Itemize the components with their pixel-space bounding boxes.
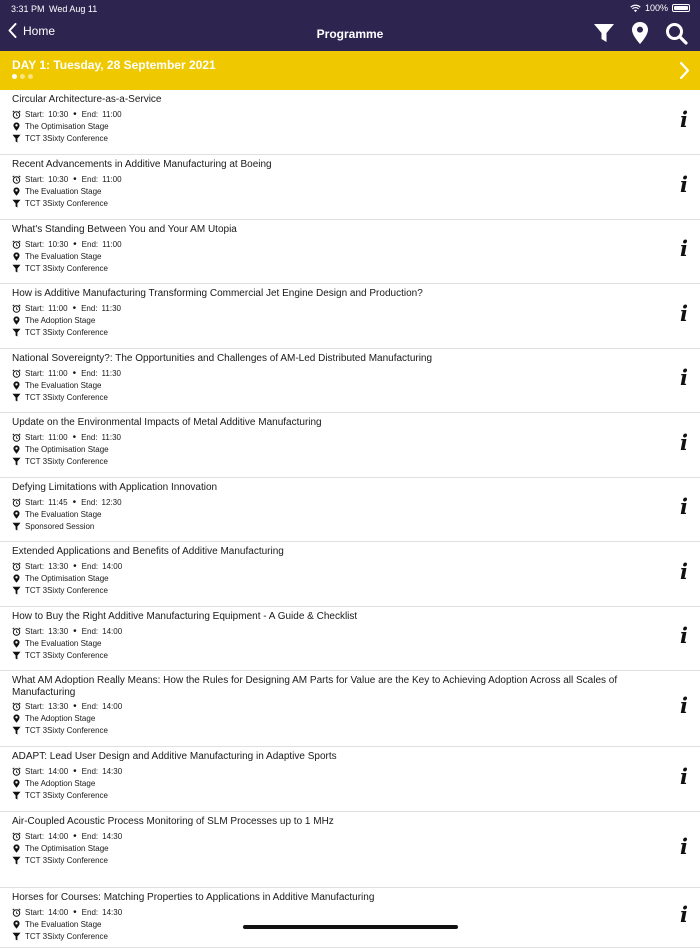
separator-dot: • [73, 831, 77, 842]
info-button[interactable]: i [680, 365, 688, 390]
session-end: 11:30 [101, 369, 121, 378]
page-dots [12, 74, 33, 79]
nav-actions [593, 21, 688, 45]
session-start: 14:00 [48, 767, 69, 776]
location-pin-icon [12, 316, 21, 325]
info-button[interactable]: i [680, 559, 688, 584]
session-start: 11:00 [48, 304, 68, 313]
session-stage [12, 714, 95, 723]
session-end: 14:30 [102, 832, 123, 841]
end-label: End: [81, 908, 99, 917]
alarm-clock-icon [12, 627, 21, 636]
stage-label: The Adoption Stage [25, 779, 96, 788]
separator-dot: • [72, 303, 77, 314]
track-label: TCT 3Sixty Conference [25, 328, 108, 337]
session-row[interactable] [0, 349, 700, 413]
session-stage [12, 920, 102, 929]
start-label: Start: [25, 369, 45, 378]
session-start: 11:45 [48, 498, 68, 507]
session-time [12, 432, 121, 443]
session-title: How is Additive Manufacturing Transforming Commercial Jet Engine Design and Production? [12, 288, 423, 299]
start-label: Start: [25, 110, 45, 119]
session-track [12, 134, 108, 143]
stage-label: The Evaluation Stage [25, 381, 102, 390]
page-dot[interactable] [12, 74, 17, 79]
session-title: Circular Architecture-as-a-Service [12, 94, 162, 105]
session-start: 13:30 [48, 562, 69, 571]
session-end: 14:00 [102, 702, 123, 711]
track-label: TCT 3Sixty Conference [25, 457, 108, 466]
track-label: TCT 3Sixty Conference [25, 199, 108, 208]
separator-dot: • [73, 701, 77, 712]
filter-icon [12, 651, 21, 660]
session-time [12, 109, 122, 120]
session-end: 11:00 [102, 175, 122, 184]
search-icon [665, 22, 688, 45]
session-time [12, 701, 122, 712]
session-start: 14:00 [48, 832, 69, 841]
session-time [12, 907, 122, 918]
info-button[interactable]: i [680, 107, 688, 132]
start-label: Start: [25, 832, 45, 841]
session-title: ADAPT: Lead User Design and Additive Manufacturing in Adaptive Sports [12, 751, 337, 762]
session-stage [12, 381, 102, 390]
start-label: Start: [25, 240, 45, 249]
session-stage [12, 122, 109, 131]
end-label: End: [81, 832, 99, 841]
start-label: Start: [25, 175, 45, 184]
page-dot[interactable] [28, 74, 33, 79]
alarm-clock-icon [12, 562, 21, 571]
status-bar [0, 0, 700, 17]
filter-icon [12, 791, 21, 800]
session-track [12, 791, 108, 800]
separator-dot: • [72, 497, 77, 508]
session-list [0, 90, 700, 948]
info-button[interactable]: i [680, 902, 688, 927]
session-row[interactable] [0, 812, 700, 888]
separator-dot: • [72, 368, 77, 379]
start-label: Start: [25, 433, 45, 442]
session-title: What's Standing Between You and Your AM Utopia [12, 224, 237, 235]
track-label: TCT 3Sixty Conference [25, 791, 108, 800]
end-label: End: [81, 110, 99, 119]
track-label: TCT 3Sixty Conference [25, 264, 108, 273]
start-label: Start: [25, 304, 45, 313]
home-indicator [243, 925, 458, 929]
separator-dot: • [73, 109, 77, 120]
session-track [12, 328, 108, 337]
session-stage [12, 445, 109, 454]
session-time [12, 831, 122, 842]
session-stage [12, 510, 102, 519]
location-pin-icon [12, 510, 21, 519]
alarm-clock-icon [12, 110, 21, 119]
filter-button[interactable] [593, 22, 615, 44]
status-time: 3:31 PM [11, 4, 45, 14]
session-row[interactable] [0, 413, 700, 478]
session-time [12, 174, 122, 185]
session-row[interactable] [0, 747, 700, 812]
end-label: End: [81, 304, 98, 313]
session-row[interactable] [0, 671, 700, 747]
session-track [12, 393, 108, 402]
end-label: End: [81, 702, 99, 711]
end-label: End: [81, 433, 98, 442]
separator-dot: • [73, 907, 77, 918]
separator-dot: • [73, 561, 77, 572]
info-button[interactable]: i [680, 172, 688, 197]
session-title: National Sovereignty?: The Opportunities and Challenges of AM-Led Distributed Manufacturing [12, 353, 433, 364]
session-stage [12, 187, 102, 196]
session-track [12, 586, 108, 595]
nav-bar [0, 17, 700, 51]
track-label: TCT 3Sixty Conference [25, 856, 108, 865]
session-end: 11:00 [102, 240, 122, 249]
start-label: Start: [25, 702, 45, 711]
session-start: 13:30 [48, 627, 69, 636]
location-button[interactable] [631, 21, 649, 45]
end-label: End: [81, 498, 98, 507]
end-label: End: [81, 767, 99, 776]
stage-label: The Evaluation Stage [25, 920, 102, 929]
filter-icon [12, 199, 21, 208]
session-title: Horses for Courses: Matching Properties to Applications in Additive Manufacturing [12, 892, 375, 903]
info-button[interactable]: i [680, 834, 688, 859]
separator-dot: • [73, 239, 77, 250]
location-pin-icon [12, 844, 21, 853]
end-label: End: [81, 175, 99, 184]
location-pin-icon [12, 639, 21, 648]
info-button[interactable]: i [680, 236, 688, 261]
separator-dot: • [73, 766, 77, 777]
session-end: 11:00 [102, 110, 122, 119]
stage-label: The Evaluation Stage [25, 252, 102, 261]
stage-label: The Optimisation Stage [25, 574, 109, 583]
filter-icon [12, 932, 21, 941]
session-time [12, 303, 121, 314]
session-end: 14:00 [102, 627, 123, 636]
session-start: 13:30 [48, 702, 69, 711]
filter-icon [593, 22, 615, 44]
page-title: Programme [316, 27, 384, 41]
battery-icon [672, 4, 690, 12]
session-track [12, 457, 108, 466]
location-pin-icon [631, 21, 649, 45]
next-day-button[interactable] [679, 61, 690, 85]
location-pin-icon [12, 779, 21, 788]
session-title: What AM Adoption Really Means: How the Rules for Designing AM Parts for Value are the Key to Achieving Adoption Across all Scales of Manufacturing [12, 675, 618, 698]
session-end: 14:00 [102, 562, 123, 571]
stage-label: The Evaluation Stage [25, 187, 102, 196]
session-end: 11:30 [101, 433, 121, 442]
session-stage [12, 574, 109, 583]
separator-dot: • [72, 432, 77, 443]
session-title: Defying Limitations with Application Innovation [12, 482, 218, 493]
session-start: 14:00 [48, 908, 69, 917]
session-row[interactable] [0, 90, 700, 155]
filter-icon [12, 457, 21, 466]
session-stage [12, 844, 109, 853]
start-label: Start: [25, 908, 45, 917]
filter-icon [12, 856, 21, 865]
alarm-clock-icon [12, 498, 21, 507]
session-track [12, 856, 108, 865]
start-label: Start: [25, 627, 45, 636]
session-title: Extended Applications and Benefits of Additive Manufacturing [12, 546, 284, 557]
session-row[interactable] [0, 284, 700, 349]
session-row[interactable] [0, 542, 700, 607]
session-time [12, 368, 121, 379]
info-button[interactable]: i [680, 764, 688, 789]
info-button[interactable]: i [680, 430, 688, 455]
session-time [12, 561, 122, 572]
filter-icon [12, 264, 21, 273]
session-row[interactable] [0, 478, 700, 542]
start-label: Start: [25, 767, 45, 776]
end-label: End: [81, 562, 99, 571]
end-label: End: [81, 240, 99, 249]
filter-icon [12, 134, 21, 143]
session-end: 14:30 [102, 908, 123, 917]
session-start: 11:00 [48, 369, 68, 378]
alarm-clock-icon [12, 767, 21, 776]
alarm-clock-icon [12, 908, 21, 917]
session-track [12, 651, 108, 660]
stage-label: The Optimisation Stage [25, 445, 109, 454]
location-pin-icon [12, 574, 21, 583]
session-track [12, 522, 94, 531]
location-pin-icon [12, 445, 21, 454]
session-stage [12, 779, 95, 788]
filter-icon [12, 393, 21, 402]
end-label: End: [81, 369, 98, 378]
filter-icon [12, 328, 21, 337]
stage-label: The Optimisation Stage [25, 122, 109, 131]
day-title: DAY 1: Tuesday, 28 September 2021 [12, 58, 216, 72]
session-title: Update on the Environmental Impacts of Metal Additive Manufacturing [12, 417, 322, 428]
chevron-right-icon [679, 61, 690, 80]
stage-label: The Optimisation Stage [25, 844, 109, 853]
location-pin-icon [12, 920, 21, 929]
session-start: 10:30 [48, 240, 69, 249]
location-pin-icon [12, 122, 21, 131]
filter-icon [12, 522, 21, 531]
alarm-clock-icon [12, 433, 21, 442]
session-end: 12:30 [101, 498, 122, 507]
info-button[interactable]: i [680, 623, 688, 648]
session-row[interactable] [0, 888, 700, 948]
separator-dot: • [73, 626, 77, 637]
location-pin-icon [12, 381, 21, 390]
session-start: 10:30 [48, 175, 69, 184]
session-title: How to Buy the Right Additive Manufacturing Equipment - A Guide & Checklist [12, 611, 358, 622]
filter-icon [12, 726, 21, 735]
session-track [12, 726, 108, 735]
session-track [12, 199, 108, 208]
session-time [12, 626, 122, 637]
day-header [0, 51, 700, 90]
session-track [12, 932, 108, 941]
info-button[interactable]: i [680, 494, 688, 519]
status-date: Wed Aug 11 [49, 4, 98, 14]
info-button[interactable]: i [680, 301, 688, 326]
location-pin-icon [12, 187, 21, 196]
track-label: TCT 3Sixty Conference [25, 586, 108, 595]
page-dot[interactable] [20, 74, 25, 79]
separator-dot: • [73, 174, 77, 185]
wifi-icon [630, 4, 641, 13]
info-button[interactable]: i [680, 693, 688, 718]
alarm-clock-icon [12, 175, 21, 184]
session-row[interactable] [0, 607, 700, 671]
track-label: TCT 3Sixty Conference [25, 134, 108, 143]
location-pin-icon [12, 714, 21, 723]
session-start: 10:30 [48, 110, 69, 119]
start-label: Start: [25, 562, 45, 571]
session-stage [12, 639, 102, 648]
alarm-clock-icon [12, 240, 21, 249]
session-time [12, 497, 122, 508]
session-title: Recent Advancements in Additive Manufacturing at Boeing [12, 159, 272, 170]
stage-label: The Adoption Stage [25, 714, 96, 723]
session-stage [12, 252, 102, 261]
stage-label: The Adoption Stage [25, 316, 96, 325]
session-stage [12, 316, 95, 325]
session-time [12, 239, 122, 250]
track-label: TCT 3Sixty Conference [25, 393, 108, 402]
battery-percent: 100% [644, 3, 668, 13]
search-button[interactable] [665, 22, 688, 45]
track-label: TCT 3Sixty Conference [25, 932, 108, 941]
end-label: End: [81, 627, 99, 636]
start-label: Start: [25, 498, 45, 507]
alarm-clock-icon [12, 369, 21, 378]
back-label: Home [23, 23, 56, 38]
alarm-clock-icon [12, 832, 21, 841]
session-title: Air-Coupled Acoustic Process Monitoring of SLM Processes up to 1 MHz [12, 816, 334, 827]
session-time [12, 766, 122, 777]
stage-label: The Evaluation Stage [25, 510, 102, 519]
alarm-clock-icon [12, 304, 21, 313]
location-pin-icon [12, 252, 21, 261]
session-start: 11:00 [48, 433, 68, 442]
track-label: Sponsored Session [25, 522, 95, 531]
track-label: TCT 3Sixty Conference [25, 726, 108, 735]
status-right [630, 3, 690, 13]
session-end: 11:30 [101, 304, 121, 313]
alarm-clock-icon [12, 702, 21, 711]
session-end: 14:30 [102, 767, 123, 776]
session-track [12, 264, 108, 273]
session-row[interactable] [0, 220, 700, 284]
filter-icon [12, 586, 21, 595]
track-label: TCT 3Sixty Conference [25, 651, 108, 660]
session-row[interactable] [0, 155, 700, 220]
stage-label: The Evaluation Stage [25, 639, 102, 648]
